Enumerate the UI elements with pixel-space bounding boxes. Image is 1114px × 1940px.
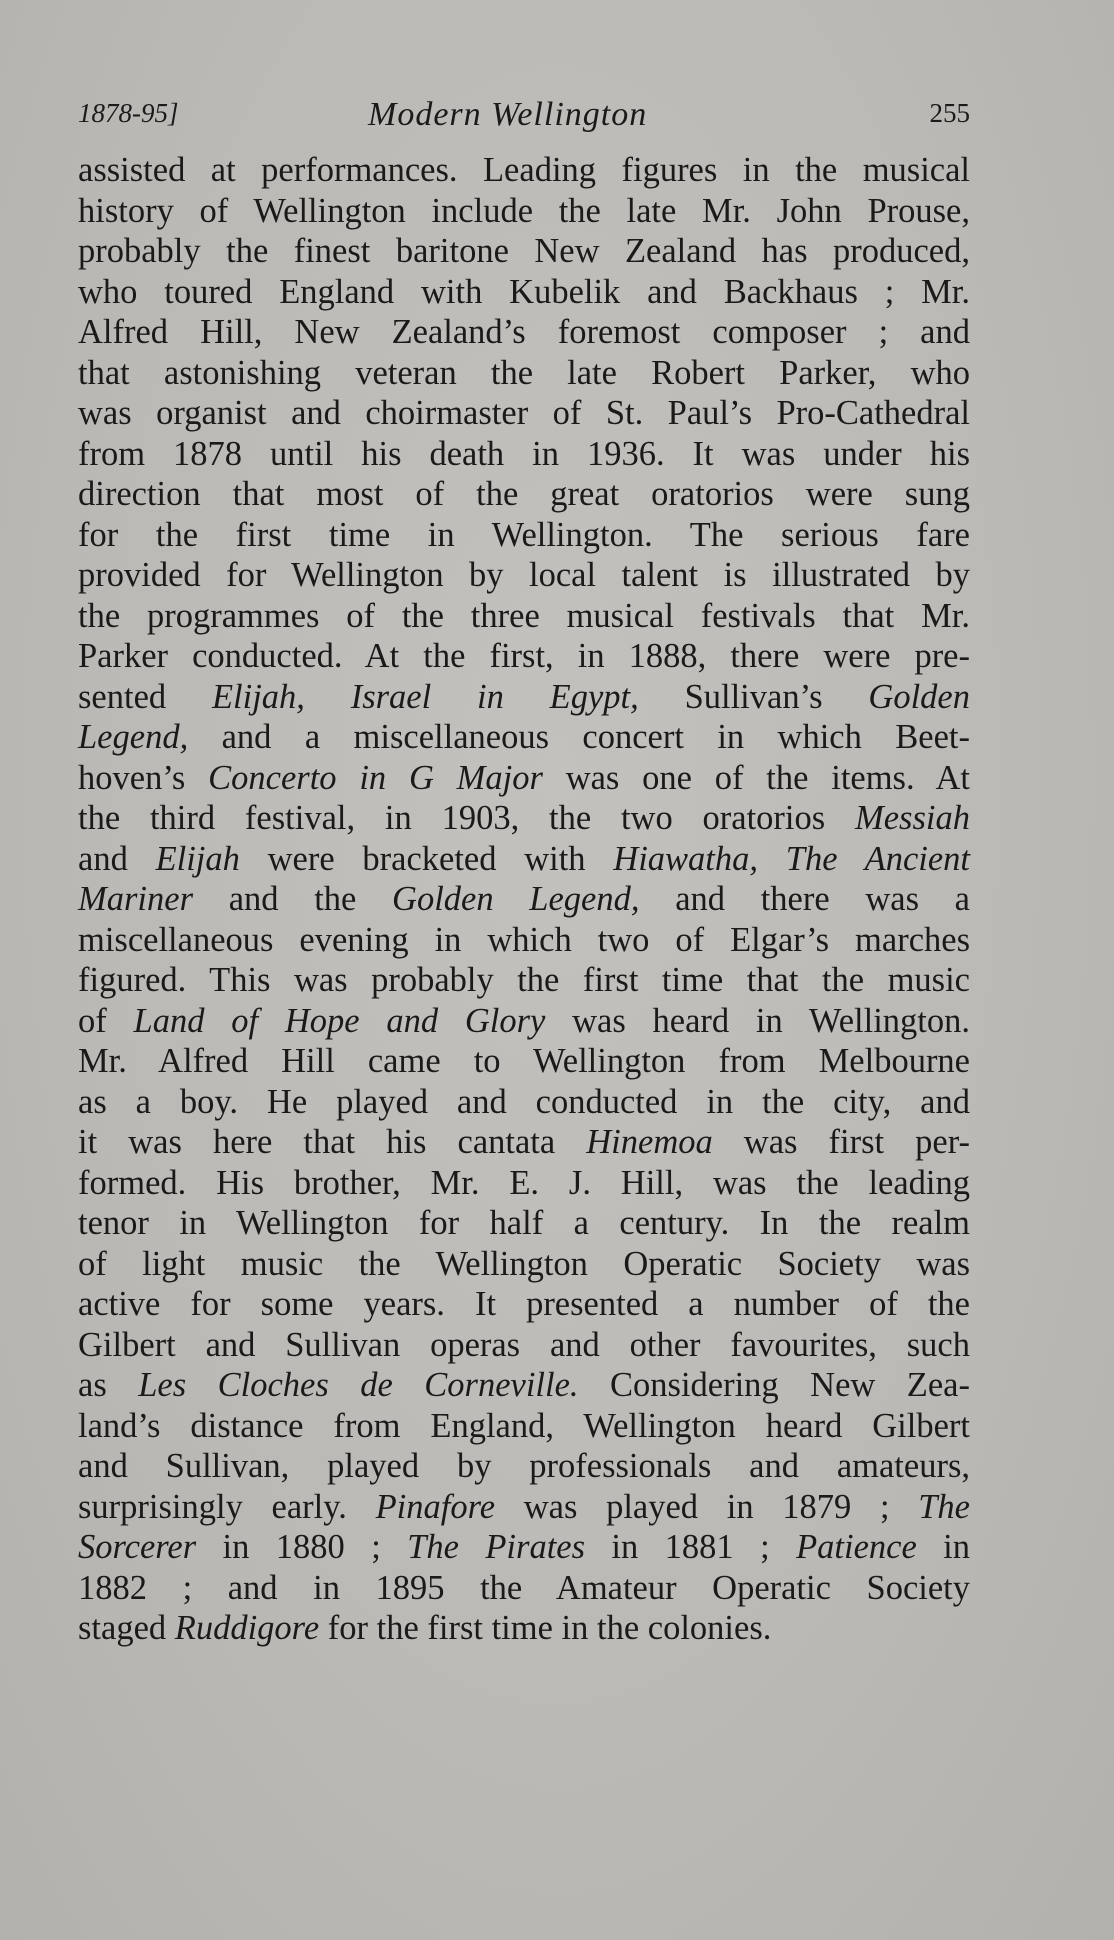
text-line bbox=[78, 1406, 970, 1447]
text-line bbox=[78, 1608, 970, 1649]
text-segment: in bbox=[916, 1528, 971, 1566]
running-head-years: 1878-95] bbox=[78, 98, 179, 128]
text-segment: and Sullivan, played by professionals and amateurs, bbox=[78, 1447, 970, 1485]
text-line bbox=[78, 1325, 970, 1366]
italic-title-segment: Pinafore bbox=[375, 1487, 496, 1526]
text-line bbox=[78, 920, 970, 961]
text-line bbox=[78, 960, 970, 1001]
text-line bbox=[78, 1284, 970, 1325]
text-segment: was first per- bbox=[712, 1123, 971, 1161]
italic-title-segment: Hinemoa bbox=[586, 1123, 713, 1161]
text-segment: probably the finest baritone New Zealand has produced, bbox=[78, 232, 970, 270]
text-line bbox=[78, 1163, 970, 1204]
text-segment: of bbox=[78, 1001, 134, 1040]
text-segment: and the bbox=[193, 880, 393, 918]
text-line bbox=[78, 555, 970, 596]
text-line bbox=[78, 474, 970, 515]
text-segment: land’s distance from England, Wellington heard Gilbert bbox=[78, 1406, 970, 1445]
italic-title-segment: Legend, bbox=[78, 718, 189, 756]
text-line bbox=[78, 1365, 970, 1406]
text-segment: surprisingly early. bbox=[78, 1487, 376, 1526]
italic-title-segment: The Pirates bbox=[407, 1528, 586, 1566]
text-segment: 1882 ; and in 1895 the Amateur Operatic Society bbox=[78, 1568, 970, 1607]
text-segment: who toured England with Kubelik and Backhaus ; Mr. bbox=[78, 272, 970, 311]
italic-title-segment: Golden bbox=[868, 677, 970, 716]
text-segment: direction that most of the great oratorios were sung bbox=[78, 475, 970, 513]
text-segment: was organist and choirmaster of St. Paul’s Pro-Cathedral bbox=[78, 394, 970, 432]
text-segment: and there was a bbox=[639, 880, 970, 918]
italic-title-segment: Messiah bbox=[855, 799, 970, 837]
text-segment: hoven’s bbox=[78, 758, 209, 797]
text-line bbox=[78, 798, 970, 839]
text-line bbox=[78, 1082, 970, 1123]
text-segment: as bbox=[78, 1366, 139, 1404]
text-line bbox=[78, 1203, 970, 1244]
text-segment: figured. This was probably the first time that the music bbox=[78, 961, 970, 999]
italic-title-segment: Mariner bbox=[78, 880, 193, 918]
text-segment: for the first time in the colonies. bbox=[319, 1609, 772, 1647]
body-paragraph bbox=[78, 150, 970, 1649]
page-number: 255 bbox=[929, 98, 970, 128]
text-segment: was one of the items. At bbox=[542, 758, 970, 797]
text-segment: of light music the Wellington Operatic Society was bbox=[78, 1244, 970, 1283]
text-segment: that astonishing veteran the late Robert Parker, who bbox=[78, 353, 970, 392]
text-segment: as a boy. He played and conducted in the city, and bbox=[78, 1082, 970, 1121]
text-line bbox=[78, 1487, 970, 1528]
text-line bbox=[78, 677, 970, 718]
text-segment: Mr. Alfred Hill came to Wellington from Melbourne bbox=[78, 1042, 970, 1080]
text-segment: sented bbox=[78, 677, 212, 716]
text-line bbox=[78, 393, 970, 434]
text-segment: Parker conducted. At the first, in 1888, there were pre- bbox=[78, 637, 970, 675]
italic-title-segment: Patience bbox=[796, 1528, 917, 1566]
italic-title-segment: Golden Legend, bbox=[392, 880, 640, 918]
text-segment: tenor in Wellington for half a century. In the realm bbox=[78, 1204, 970, 1242]
text-line bbox=[78, 1446, 970, 1487]
text-line bbox=[78, 1041, 970, 1082]
text-line bbox=[78, 1244, 970, 1285]
text-segment: formed. His brother, Mr. E. J. Hill, was the leading bbox=[78, 1163, 970, 1202]
text-segment: assisted at performances. Leading figures in the musical bbox=[78, 151, 970, 189]
text-segment: history of Wellington include the late Mr. John Prouse, bbox=[78, 191, 970, 230]
italic-title-segment: Elijah bbox=[155, 839, 240, 878]
text-line bbox=[78, 231, 970, 272]
text-segment: in 1880 ; bbox=[196, 1528, 408, 1566]
text-segment: staged bbox=[78, 1609, 175, 1647]
text-segment: in 1881 ; bbox=[585, 1528, 797, 1566]
text-segment: and bbox=[78, 839, 156, 878]
text-segment: Sullivan’s bbox=[638, 677, 869, 716]
text-segment: Gilbert and Sullivan operas and other favourites, such bbox=[78, 1325, 970, 1364]
text-line bbox=[78, 879, 970, 920]
text-line bbox=[78, 272, 970, 313]
text-segment: for the first time in Wellington. The serious fare bbox=[78, 515, 970, 554]
text-line bbox=[78, 312, 970, 353]
text-line bbox=[78, 636, 970, 677]
italic-title-segment: Ruddigore bbox=[174, 1609, 320, 1647]
text-line bbox=[78, 1568, 970, 1609]
text-segment: and a miscellaneous concert in which Beet- bbox=[188, 718, 970, 756]
text-line bbox=[78, 353, 970, 394]
italic-title-segment: Les Cloches de Corneville. bbox=[138, 1366, 579, 1404]
running-head bbox=[78, 96, 970, 136]
italic-title-segment: Elijah, Israel in Egypt, bbox=[211, 677, 639, 716]
text-line bbox=[78, 191, 970, 232]
text-line bbox=[78, 150, 970, 191]
text-segment: provided for Wellington by local talent is illustrated by bbox=[78, 556, 970, 594]
text-line bbox=[78, 839, 970, 880]
text-line bbox=[78, 434, 970, 475]
text-segment: Considering New Zea- bbox=[578, 1366, 970, 1404]
text-line bbox=[78, 1001, 970, 1042]
text-segment: Alfred Hill, New Zealand’s foremost composer ; and bbox=[78, 313, 970, 351]
text-line bbox=[78, 515, 970, 556]
text-line bbox=[78, 596, 970, 637]
text-segment: miscellaneous evening in which two of Elgar’s marches bbox=[78, 920, 970, 959]
text-segment: the third festival, in 1903, the two oratorios bbox=[78, 799, 855, 837]
text-segment: were bracketed with bbox=[239, 839, 614, 878]
text-segment: active for some years. It presented a number of the bbox=[78, 1285, 970, 1323]
text-segment: was heard in Wellington. bbox=[545, 1001, 970, 1040]
text-segment: from 1878 until his death in 1936. It was under his bbox=[78, 434, 970, 473]
italic-title-segment: Sorcerer bbox=[78, 1528, 197, 1566]
text-line bbox=[78, 1122, 970, 1163]
text-segment: was played in 1879 ; bbox=[495, 1487, 919, 1526]
running-head-title: Modern Wellington bbox=[368, 96, 648, 133]
italic-title-segment: Hiawatha, The Ancient bbox=[613, 839, 970, 878]
italic-title-segment: The bbox=[918, 1487, 970, 1526]
text-line bbox=[78, 758, 970, 799]
text-line bbox=[78, 1527, 970, 1568]
text-line bbox=[78, 717, 970, 758]
text-segment: the programmes of the three musical festivals that Mr. bbox=[78, 596, 970, 635]
italic-title-segment: Land of Hope and Glory bbox=[133, 1001, 546, 1040]
italic-title-segment: Concerto in G Major bbox=[208, 758, 543, 797]
text-segment: it was here that his cantata bbox=[78, 1123, 587, 1161]
